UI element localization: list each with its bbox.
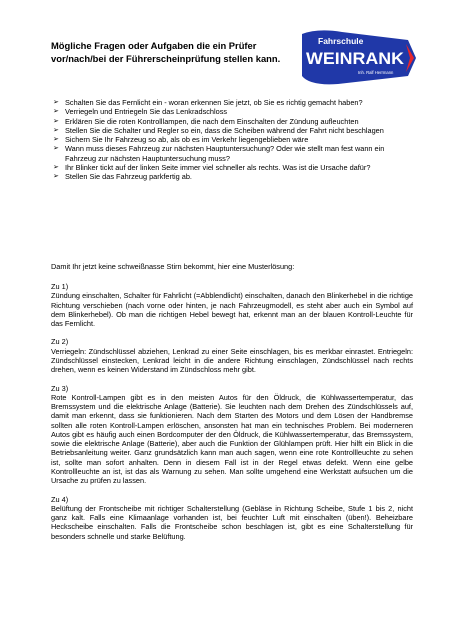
list-item — [51, 98, 413, 107]
logo-line2: WEINRANK — [306, 49, 405, 68]
answer-body: Belüftung der Frontscheibe mit richtiger Schalterstellung (Gebläse in Richtung Scheibe, Stufe 1 bis 2, nicht ganz kalt. Falls eine Klimaanlage vorhanden ist, bei feuchter Luft mit einschalten (üben!). Beheizbare Heckscheibe einschalten. Falls die Frontscheibe schon beschlagen ist, gibt es eine Schalterstellung für besonders schnelle und starke Belüftung. — [51, 503, 413, 541]
answer-body: Rote Kontroll-Lampen gibt es in den meisten Autos für den Öldruck, die Kühlwassertemperatur, das Bremssystem und die elektrische Anlage (Batterie). Sie leuchten nach dem Drehen des Zündschlüssels auf, damit man erkennt, dass sie funktionieren. Nach dem Starten des Motors und dem Lösen der Handbremse sollten alle roten Kontroll-Lampen erlöschen, ansonsten hat man ein technisches Problem. Bei moderneren Autos gibt es häufig auch einen Bordcomputer der den Öldruck, die Kühlwassertemperatur, das Bremssystem, sowie die elektrische Anlage (Batterie), aber auch die Funktion der Glühlampen prüft. Hier hilft ein Blick in die Betriebsanleitung weiter. Ganz grundsätzlich kann man auch sagen, wenn eine rote Kontrollleuchte zu sehen ist, sollte man sofort anhalten. Denn in diesem Fall ist in der Regel etwas defekt. Wenn eine gelbe Kontrollleuchte an ist, ist das als Warnung zu sehen. Man sollte umgehend eine Werkstatt aufsuchen um die Ursache zu prüfen zu lassen. — [51, 392, 413, 486]
question-text: Stellen Sie das Fahrzeug parkfertig ab. — [65, 172, 192, 181]
question-text: Wann muss dieses Fahrzeug zur nächsten Hauptuntersuchung? Oder wie stellt man fest wann ein Fahrzeug zur nächsten Hauptuntersuchung muss? — [65, 144, 385, 163]
answer-block — [51, 495, 413, 541]
arrow-bullet-icon: ➢ — [53, 108, 59, 116]
intro-text: Damit Ihr jetzt keine schweißnasse Stirn bekommt, hier eine Musterlösung: — [51, 262, 295, 271]
list-item — [51, 107, 413, 116]
list-item — [51, 135, 413, 144]
question-text: Erklären Sie die roten Kontrolllampen, die nach dem Einschalten der Zündung aufleuchten — [65, 116, 359, 126]
arrow-bullet-icon: ➢ — [53, 145, 59, 153]
arrow-bullet-icon: ➢ — [53, 99, 59, 106]
answer-block — [51, 384, 413, 486]
question-list — [51, 98, 413, 181]
arrow-bullet-icon: ➢ — [53, 136, 59, 143]
driving-school-logo — [298, 28, 418, 86]
list-item — [51, 172, 413, 181]
arrow-bullet-icon: ➢ — [53, 163, 59, 171]
page-title: Mögliche Fragen oder Aufgaben die ein Prüfer vor/nach/bei der Führerscheinprüfung stellen kann. — [51, 40, 281, 64]
logo-line1: Fahrschule — [318, 36, 364, 46]
question-text: Schalten Sie das Fernlicht ein - woran erkennen Sie jetzt, ob Sie es richtig gemacht haben? — [65, 98, 363, 107]
answers-section — [51, 282, 413, 550]
list-item — [51, 144, 413, 163]
answer-heading: Zu 1) — [51, 282, 69, 291]
answer-block — [51, 282, 413, 328]
answer-body: Verriegeln: Zündschlüssel abziehen, Lenkrad zu einer Seite einschlagen, bis es merkbar einrastet. Entriegeln: Zündschlüssel einstecken, Lenkrad leicht in die andere Richtung einschlagen, Zündschlüssel nach rechts drehen, wenn es keinen Widerstand im Zündschloss mehr gibt. — [51, 346, 413, 375]
list-item — [51, 117, 413, 126]
logo-graphic — [298, 28, 418, 86]
question-text: Stellen Sie die Schalter und Regler so ein, dass die Scheiben während der Fahrt nicht beschlagen — [65, 125, 384, 135]
arrow-bullet-icon: ➢ — [53, 173, 59, 180]
logo-line3: Inh. Ralf Herrmann — [358, 70, 394, 75]
answer-heading: Zu 2) — [51, 337, 69, 347]
list-item — [51, 163, 413, 172]
answer-heading: Zu 4) — [51, 494, 69, 504]
question-text: Verriegeln und Entriegeln Sie das Lenkradschloss — [65, 107, 228, 117]
answer-body: Zündung einschalten, Schalter für Fahrlicht (=Abblendlicht) einschalten, danach den Blinkerhebel in die richtige Richtung verschieben (nach vorne oder hinten, je nach Fahrzeugmodell, es steht aber auch ein Symbol auf dem Blinkerhebel). Ob man die richtigen Hebel bewegt hat, erkennt man an der blauen Kontroll-Leuchte für das Fernlicht. — [51, 291, 413, 328]
arrow-bullet-icon: ➢ — [53, 126, 59, 134]
answer-heading: Zu 3) — [51, 383, 69, 393]
question-text: Ihr Blinker tickt auf der linken Seite immer viel schneller als rechts. Was ist die Ursache dafür? — [65, 162, 371, 172]
answer-block — [51, 337, 413, 374]
question-text: Sichern Sie Ihr Fahrzeug so ab, als ob es im Verkehr liegengeblieben wäre — [65, 135, 309, 144]
arrow-bullet-icon: ➢ — [53, 117, 59, 125]
list-item — [51, 126, 413, 135]
